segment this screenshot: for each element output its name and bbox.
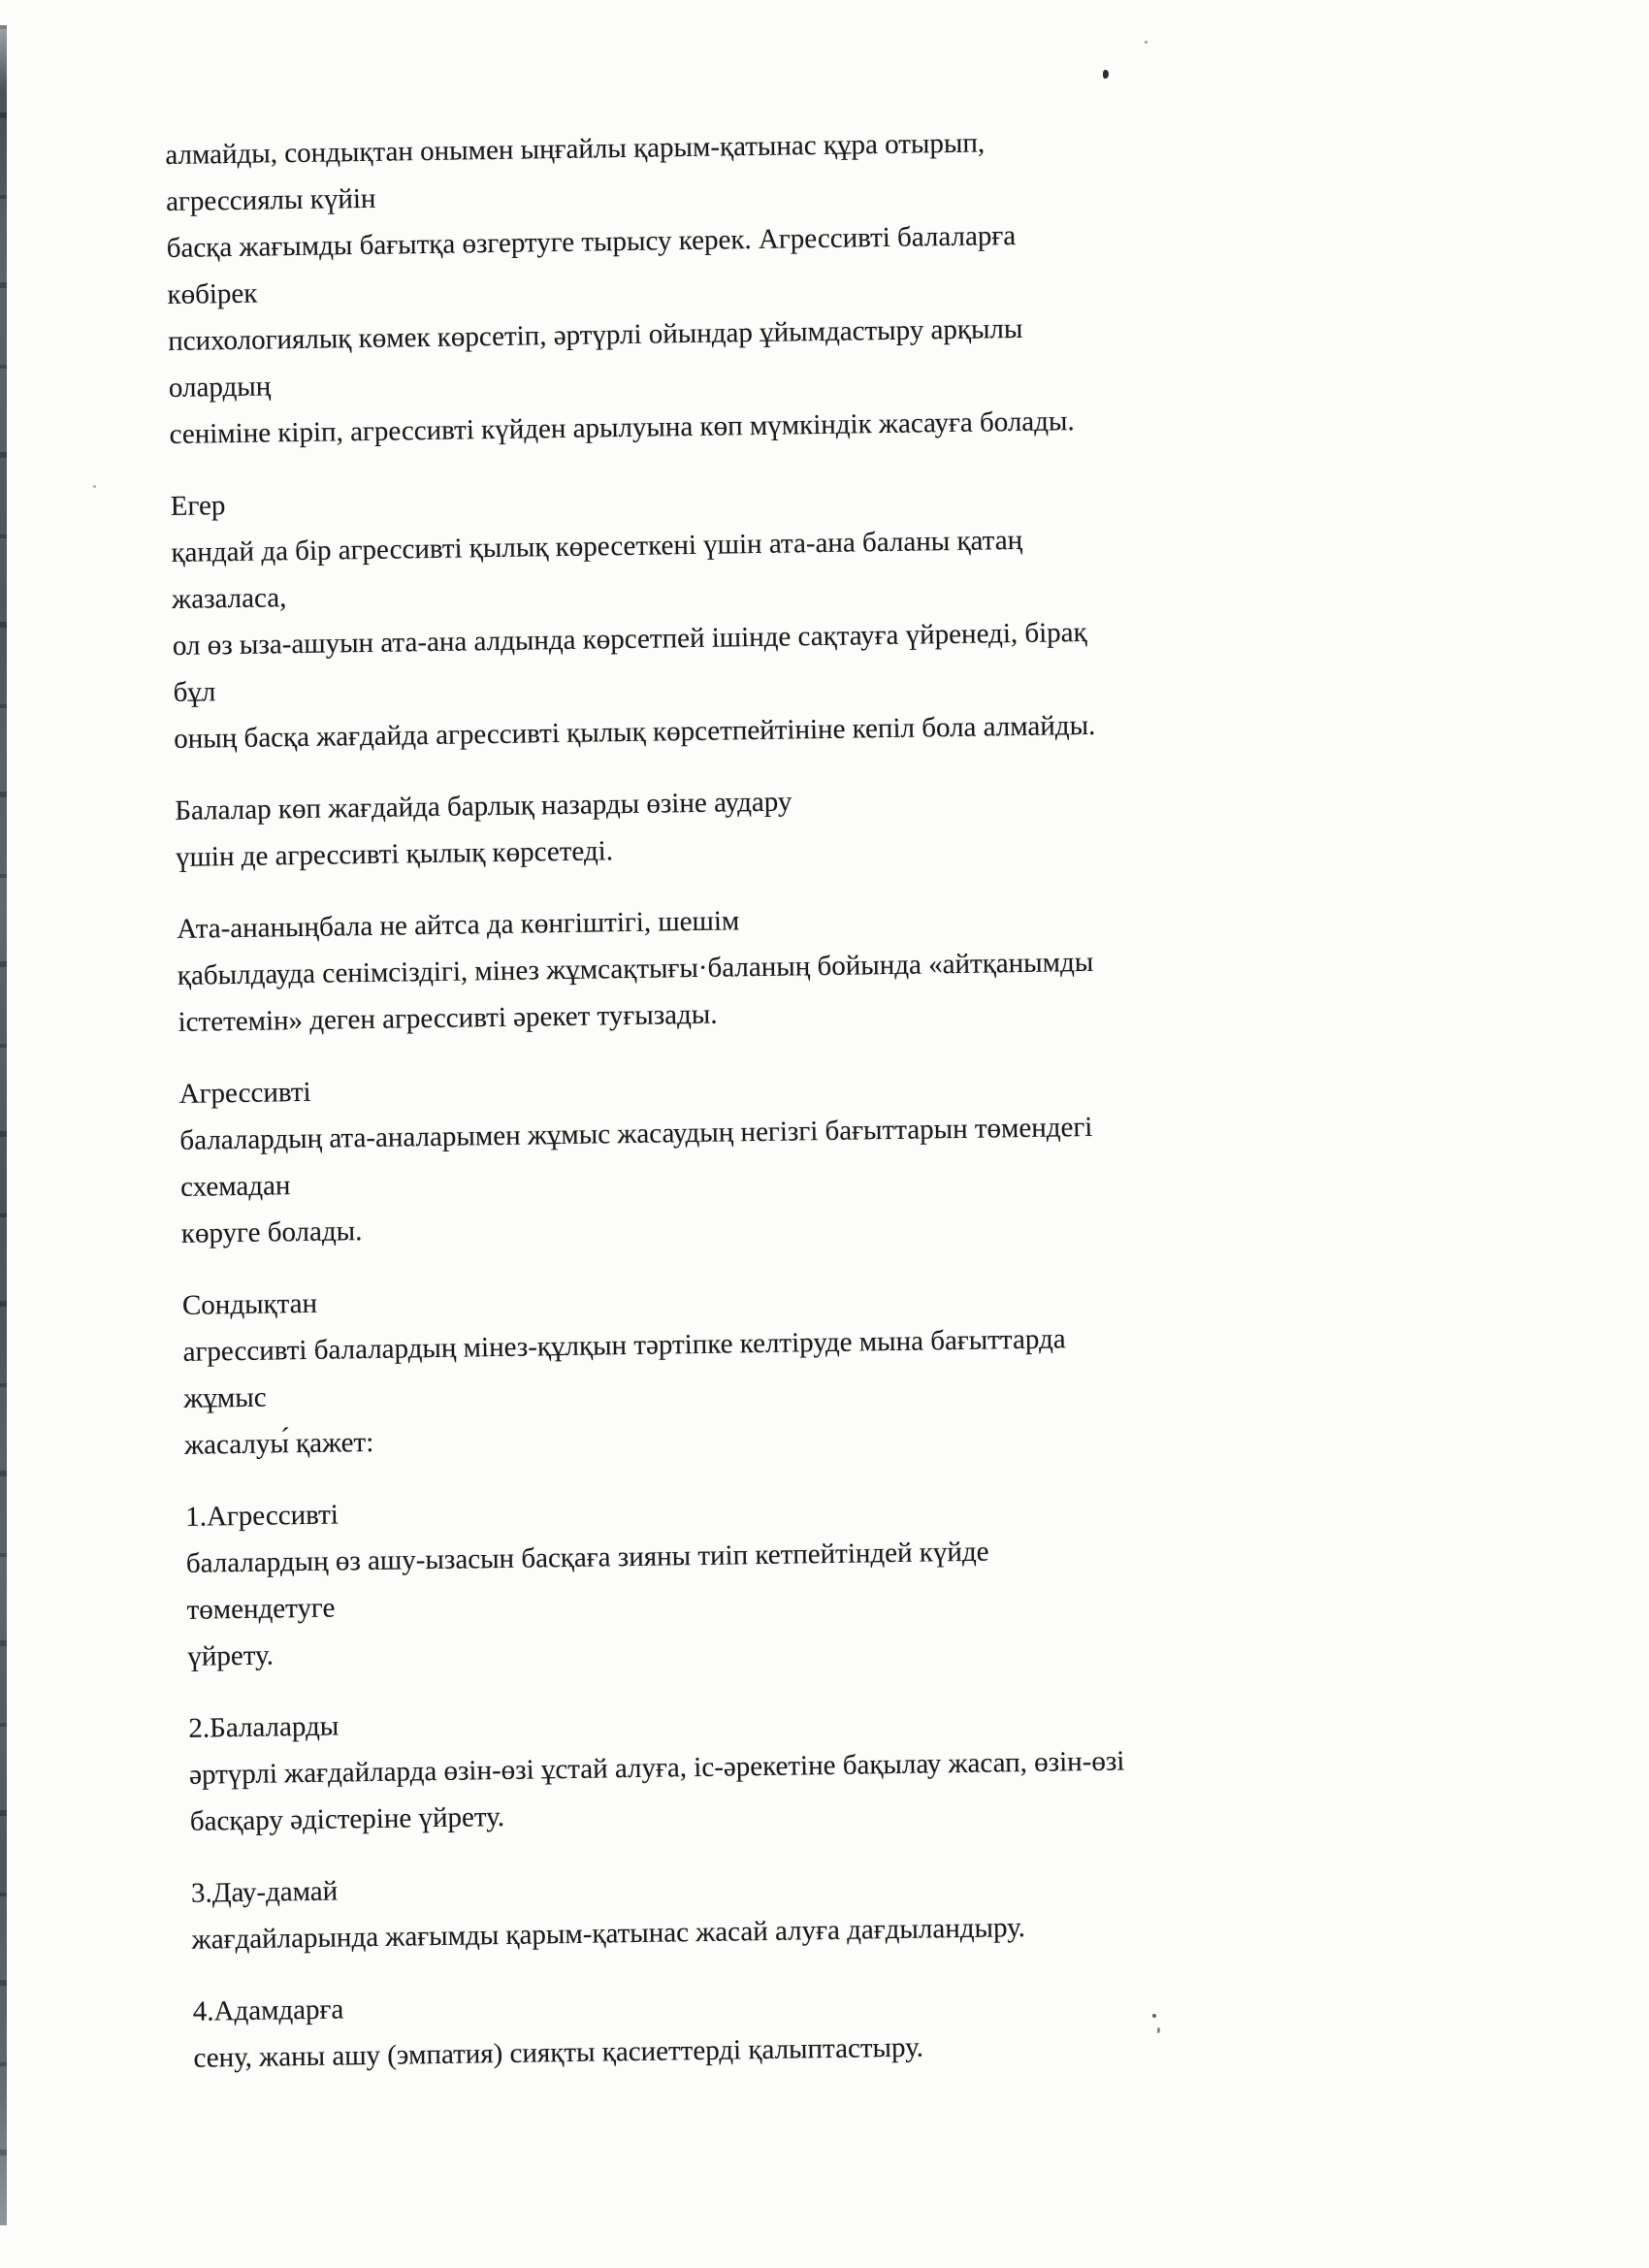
scan-speck [93, 485, 96, 488]
paragraph [182, 1262, 1524, 1468]
scanner-edge-shadow [0, 25, 7, 2225]
paragraph [188, 1685, 1529, 1844]
text-line: схемадан [179, 1170, 291, 1203]
text-line: басқа жағымды бағытқа өзгертуге тырысу керек. Агрессивті балаларға [166, 220, 1017, 264]
paragraph [178, 1051, 1520, 1256]
text-line: көруге болады. [180, 1215, 363, 1249]
paragraph [165, 113, 1508, 458]
text-line: Балалар көп жағдайда барлық назарды өзіне аудару [175, 786, 792, 826]
paragraph [175, 767, 1514, 880]
paragraph [191, 1850, 1531, 1962]
text-line: төмендетуге [186, 1592, 336, 1626]
text-line: Егер [170, 490, 226, 522]
text-line: балалардың өз ашу-ызасын басқаға зияны тиіп кетпейтіндей күйде [185, 1536, 989, 1579]
text-line: балалардың ата-аналарымен жұмыс жасаудың негізгі бағыттарын төмендегі [179, 1111, 1093, 1156]
text-line: психологиялық көмек көрсетіп, әртүрлі ойындар ұйымдастыру арқылы [167, 312, 1023, 357]
text-line: жағдайларында жағымды қарым-қатынас жасай алуға дағдыландыру. [191, 1912, 1026, 1956]
scan-speck [1152, 2014, 1156, 2018]
text-line: 4.Адамдарға [192, 1993, 344, 2027]
text-line: ол өз ыза-ашуын ата-ана алдында көрсетпей ішінде сақтауға үйренеді, бірақ [172, 616, 1087, 662]
text-line: Ата-ананыңбала не айтса да көнгіштігі, шешім [176, 905, 740, 945]
text-line: 2.Балаларды [188, 1710, 340, 1744]
text-line: оның басқа жағдайда агрессивті қылық көрсетпейтініне кепіл бола алмайды. [174, 709, 1096, 755]
text-line: үйрету. [187, 1639, 275, 1672]
paragraph [170, 463, 1512, 761]
text-line: Агрессивті [178, 1076, 311, 1110]
text-line: қандай да бір агрессивті қылық көресеткені үшін ата-ана баланы қатаң [171, 524, 1023, 568]
text-line: алмайды, сондықтан онымен ыңғайлы қарым-қатынас құра отырып, [165, 127, 986, 171]
text-line: жасалуы́ қажет: [183, 1426, 374, 1461]
text-line: агрессиялы күйін [165, 182, 376, 217]
scan-speck [1145, 41, 1148, 44]
text-line: агрессивті балалардың мінез-құлқын тәртіпке келтіруде мына бағыттарда [182, 1323, 1066, 1368]
text-line: көбірек [167, 277, 258, 310]
text-line: үшін де агрессивті қылық көрсетеді. [175, 835, 614, 873]
paragraph [192, 1968, 1532, 2081]
paragraph [177, 886, 1517, 1045]
scan-speck [1103, 70, 1109, 79]
paragraph [185, 1474, 1527, 1679]
text-line: сену, жаны ашу (эмпатия) сияқты қасиеттерді қалыптастыру. [193, 2031, 924, 2074]
text-line: қабылдауда сенімсіздігі, мінез жұмсақтығы·баланың бойында «айтқанымды [177, 946, 1094, 991]
text-line: істетемін» деген агрессивті әрекет туғызады. [178, 998, 718, 1038]
text-line: 1.Агрессивті [184, 1499, 340, 1533]
text-line: Сондықтан [181, 1287, 318, 1321]
text-line: жұмыс [183, 1381, 267, 1414]
text-line: олардың [168, 371, 272, 404]
text-block [165, 113, 1533, 2107]
text-line: әртүрлі жағдайларда өзін-өзі ұстай алуға, іс-әрекетіне бақылау жасап, өзін-өзі [188, 1745, 1125, 1791]
text-line: бұл [173, 676, 216, 708]
text-line: сеніміне кіріп, агрессивті күйден арылуына көп мүмкіндік жасауға болады. [169, 405, 1075, 450]
text-line: 3.Дау-дамай [190, 1875, 339, 1909]
text-line: жазаласа, [171, 582, 287, 615]
text-line: басқару әдістеріне үйрету. [189, 1801, 505, 1837]
